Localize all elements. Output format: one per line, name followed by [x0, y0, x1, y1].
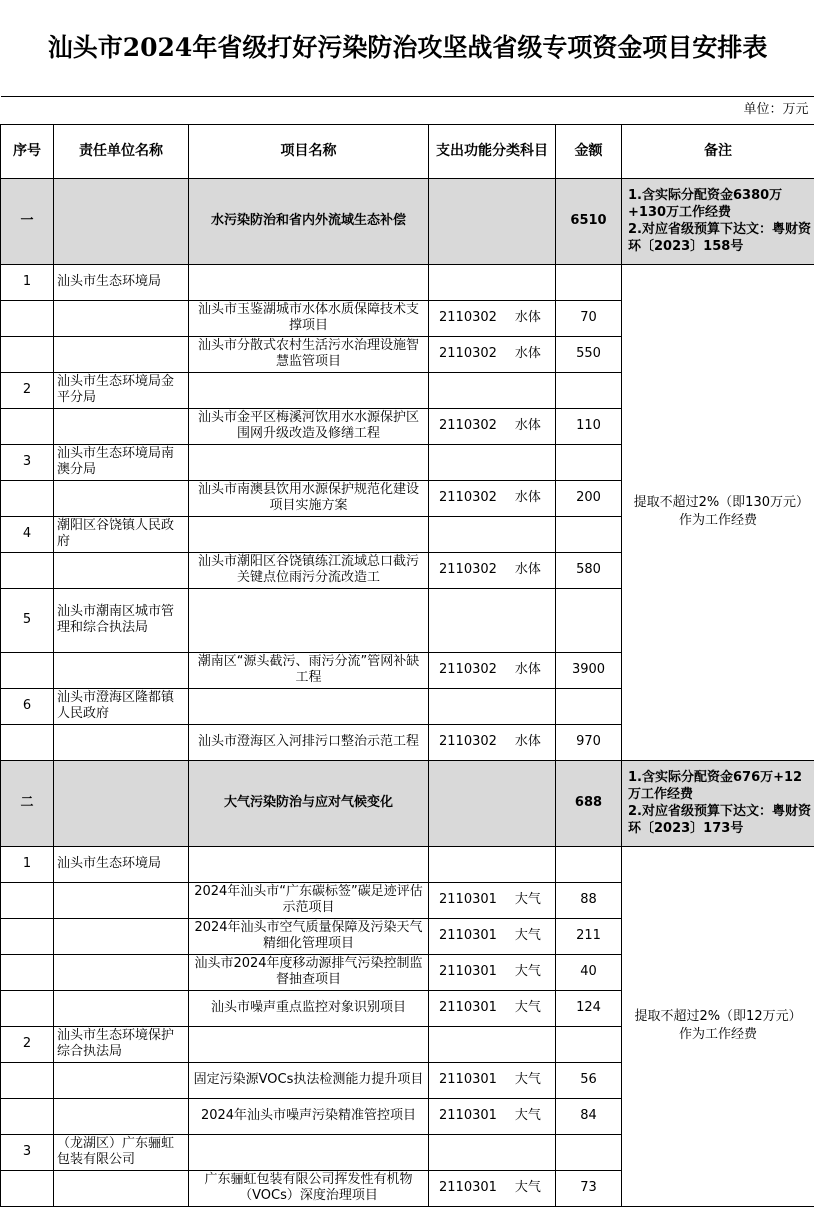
category-cell [429, 1098, 556, 1134]
category-cell [429, 990, 556, 1026]
unit-seq: 6 [1, 688, 54, 724]
category-cell [429, 724, 556, 760]
empty-cell [429, 1134, 556, 1170]
empty-cell [189, 588, 429, 652]
empty-cell [1, 552, 54, 588]
empty-cell [429, 1026, 556, 1062]
empty-cell [189, 688, 429, 724]
category-label: 水体 [515, 418, 541, 433]
unit-row [1, 264, 814, 300]
unit-seq: 2 [1, 1026, 54, 1062]
category-label: 水体 [515, 310, 541, 325]
category-cell [429, 1170, 556, 1206]
category-label: 大气 [515, 1108, 541, 1123]
empty-cell [54, 918, 189, 954]
unit-label: 单位：万元 [1, 96, 814, 124]
empty-cell [54, 990, 189, 1026]
unit-name: 汕头市生态环境局金平分局 [54, 372, 189, 408]
section-row [1, 760, 814, 846]
empty-cell [189, 444, 429, 480]
category-cell [429, 652, 556, 688]
project-amount: 211 [556, 918, 622, 954]
section-seq: 二 [1, 760, 54, 846]
project-amount: 40 [556, 954, 622, 990]
category-code: 2110301 [439, 1000, 497, 1015]
category-cell [429, 918, 556, 954]
category-label: 大气 [515, 1180, 541, 1195]
section-category-empty [429, 760, 556, 846]
work-fund-note: 提取不超过2%（即130万元）作为工作经费 [622, 264, 814, 760]
project-name: 汕头市南澳县饮用水源保护规范化建设项目实施方案 [189, 480, 429, 516]
category-cell [429, 1062, 556, 1098]
unit-row [1, 846, 814, 882]
empty-cell [54, 882, 189, 918]
category-cell [429, 954, 556, 990]
unit-seq: 1 [1, 264, 54, 300]
project-amount: 970 [556, 724, 622, 760]
unit-seq: 3 [1, 1134, 54, 1170]
empty-cell [556, 688, 622, 724]
unit-seq: 1 [1, 846, 54, 882]
empty-cell [429, 444, 556, 480]
category-label: 水体 [515, 734, 541, 749]
project-amount: 70 [556, 300, 622, 336]
empty-cell [54, 300, 189, 336]
category-code: 2110302 [439, 734, 497, 749]
category-cell [429, 336, 556, 372]
section-row [1, 178, 814, 264]
empty-cell [54, 724, 189, 760]
category-code: 2110301 [439, 1180, 497, 1195]
project-amount: 88 [556, 882, 622, 918]
category-label: 大气 [515, 1000, 541, 1015]
category-code: 2110301 [439, 964, 497, 979]
header-project: 项目名称 [189, 124, 429, 178]
project-name: 固定污染源VOCs执法检测能力提升项目 [189, 1062, 429, 1098]
project-amount: 110 [556, 408, 622, 444]
header-amount: 金额 [556, 124, 622, 178]
category-label: 大气 [515, 964, 541, 979]
empty-cell [54, 552, 189, 588]
unit-seq: 5 [1, 588, 54, 652]
category-label: 水体 [515, 562, 541, 577]
empty-cell [556, 1134, 622, 1170]
category-code: 2110302 [439, 310, 497, 325]
project-name: 汕头市2024年度移动源排气污染控制监督抽查项目 [189, 954, 429, 990]
project-amount: 550 [556, 336, 622, 372]
section-amount: 688 [556, 760, 622, 846]
empty-cell [1, 918, 54, 954]
empty-cell [54, 652, 189, 688]
header-seq: 序号 [1, 124, 54, 178]
empty-cell [556, 444, 622, 480]
category-cell [429, 300, 556, 336]
unit-seq: 4 [1, 516, 54, 552]
unit-name: （龙湖区）广东骊虹包装有限公司 [54, 1134, 189, 1170]
empty-cell [1, 990, 54, 1026]
page-title: 汕头市2024年省级打好污染防治攻坚战省级专项资金项目安排表 [1, 0, 814, 96]
category-code: 2110301 [439, 1072, 497, 1087]
section-note: 1.含实际分配资金676万+12万工作经费 2.对应省级预算下达文：粤财资环〔2023〕173号 [622, 760, 814, 846]
category-label: 水体 [515, 490, 541, 505]
project-name: 汕头市噪声重点监控对象识别项目 [189, 990, 429, 1026]
category-code: 2110302 [439, 418, 497, 433]
project-amount: 124 [556, 990, 622, 1026]
empty-cell [1, 300, 54, 336]
unit-name: 汕头市生态环境局 [54, 264, 189, 300]
project-name: 汕头市玉鉴湖城市水体水质保障技术支撑项目 [189, 300, 429, 336]
project-name: 潮南区“源头截污、雨污分流”管网补缺工程 [189, 652, 429, 688]
empty-cell [556, 1026, 622, 1062]
empty-cell [54, 1098, 189, 1134]
category-code: 2110301 [439, 1108, 497, 1123]
category-code: 2110302 [439, 662, 497, 677]
empty-cell [429, 516, 556, 552]
empty-cell [1, 954, 54, 990]
project-name: 汕头市潮阳区谷饶镇练江流域总口截污关键点位雨污分流改造工 [189, 552, 429, 588]
empty-cell [189, 846, 429, 882]
unit-name: 潮阳区谷饶镇人民政府 [54, 516, 189, 552]
empty-cell [429, 846, 556, 882]
category-cell [429, 408, 556, 444]
empty-cell [556, 846, 622, 882]
category-label: 大气 [515, 928, 541, 943]
empty-cell [429, 588, 556, 652]
empty-cell [1, 336, 54, 372]
empty-cell [54, 954, 189, 990]
category-label: 水体 [515, 346, 541, 361]
unit-seq: 2 [1, 372, 54, 408]
empty-cell [54, 1170, 189, 1206]
empty-cell [1, 480, 54, 516]
project-name: 广东骊虹包装有限公司挥发性有机物（VOCs）深度治理项目 [189, 1170, 429, 1206]
category-label: 水体 [515, 662, 541, 677]
section-unit-empty [54, 178, 189, 264]
section-name: 水污染防治和省内外流域生态补偿 [189, 178, 429, 264]
empty-cell [1, 724, 54, 760]
empty-cell [1, 408, 54, 444]
section-seq: 一 [1, 178, 54, 264]
empty-cell [1, 1062, 54, 1098]
empty-cell [556, 372, 622, 408]
section-name: 大气污染防治与应对气候变化 [189, 760, 429, 846]
section-category-empty [429, 178, 556, 264]
unit-name: 汕头市生态环境局 [54, 846, 189, 882]
category-code: 2110301 [439, 892, 497, 907]
project-name: 2024年汕头市空气质量保障及污染天气精细化管理项目 [189, 918, 429, 954]
section-unit-empty [54, 760, 189, 846]
header-category: 支出功能分类科目 [429, 124, 556, 178]
unit-seq: 3 [1, 444, 54, 480]
project-amount: 73 [556, 1170, 622, 1206]
project-amount: 3900 [556, 652, 622, 688]
category-code: 2110301 [439, 928, 497, 943]
category-cell [429, 882, 556, 918]
category-code: 2110302 [439, 490, 497, 505]
empty-cell [189, 516, 429, 552]
empty-cell [1, 1098, 54, 1134]
empty-cell [54, 1062, 189, 1098]
category-label: 大气 [515, 892, 541, 907]
category-code: 2110302 [439, 562, 497, 577]
empty-cell [1, 882, 54, 918]
empty-cell [556, 264, 622, 300]
unit-name: 汕头市生态环境保护综合执法局 [54, 1026, 189, 1062]
section-note: 1.含实际分配资金6380万+130万工作经费 2.对应省级预算下达文：粤财资环〔2023〕158号 [622, 178, 814, 264]
unit-name: 汕头市生态环境局南澳分局 [54, 444, 189, 480]
section-amount: 6510 [556, 178, 622, 264]
empty-cell [429, 264, 556, 300]
empty-cell [189, 372, 429, 408]
empty-cell [1, 1170, 54, 1206]
project-name: 汕头市金平区梅溪河饮用水水源保护区围网升级改造及修缮工程 [189, 408, 429, 444]
empty-cell [429, 688, 556, 724]
category-cell [429, 480, 556, 516]
empty-cell [1, 652, 54, 688]
project-name: 2024年汕头市“广东碳标签”碳足迹评估示范项目 [189, 882, 429, 918]
empty-cell [556, 588, 622, 652]
project-amount: 580 [556, 552, 622, 588]
empty-cell [189, 264, 429, 300]
empty-cell [54, 408, 189, 444]
unit-name: 汕头市澄海区隆都镇人民政府 [54, 688, 189, 724]
unit-name: 汕头市潮南区城市管理和综合执法局 [54, 588, 189, 652]
category-label: 大气 [515, 1072, 541, 1087]
header-remark: 备注 [622, 124, 814, 178]
work-fund-note: 提取不超过2%（即12万元）作为工作经费 [622, 846, 814, 1206]
empty-cell [54, 480, 189, 516]
empty-cell [189, 1026, 429, 1062]
category-code: 2110302 [439, 346, 497, 361]
empty-cell [429, 372, 556, 408]
header-unit: 责任单位名称 [54, 124, 189, 178]
category-cell [429, 552, 556, 588]
empty-cell [189, 1134, 429, 1170]
project-name: 2024年汕头市噪声污染精准管控项目 [189, 1098, 429, 1134]
project-name: 汕头市澄海区入河排污口整治示范工程 [189, 724, 429, 760]
empty-cell [54, 336, 189, 372]
project-name: 汕头市分散式农村生活污水治理设施智慧监管项目 [189, 336, 429, 372]
empty-cell [556, 516, 622, 552]
project-amount: 84 [556, 1098, 622, 1134]
project-amount: 200 [556, 480, 622, 516]
project-amount: 56 [556, 1062, 622, 1098]
